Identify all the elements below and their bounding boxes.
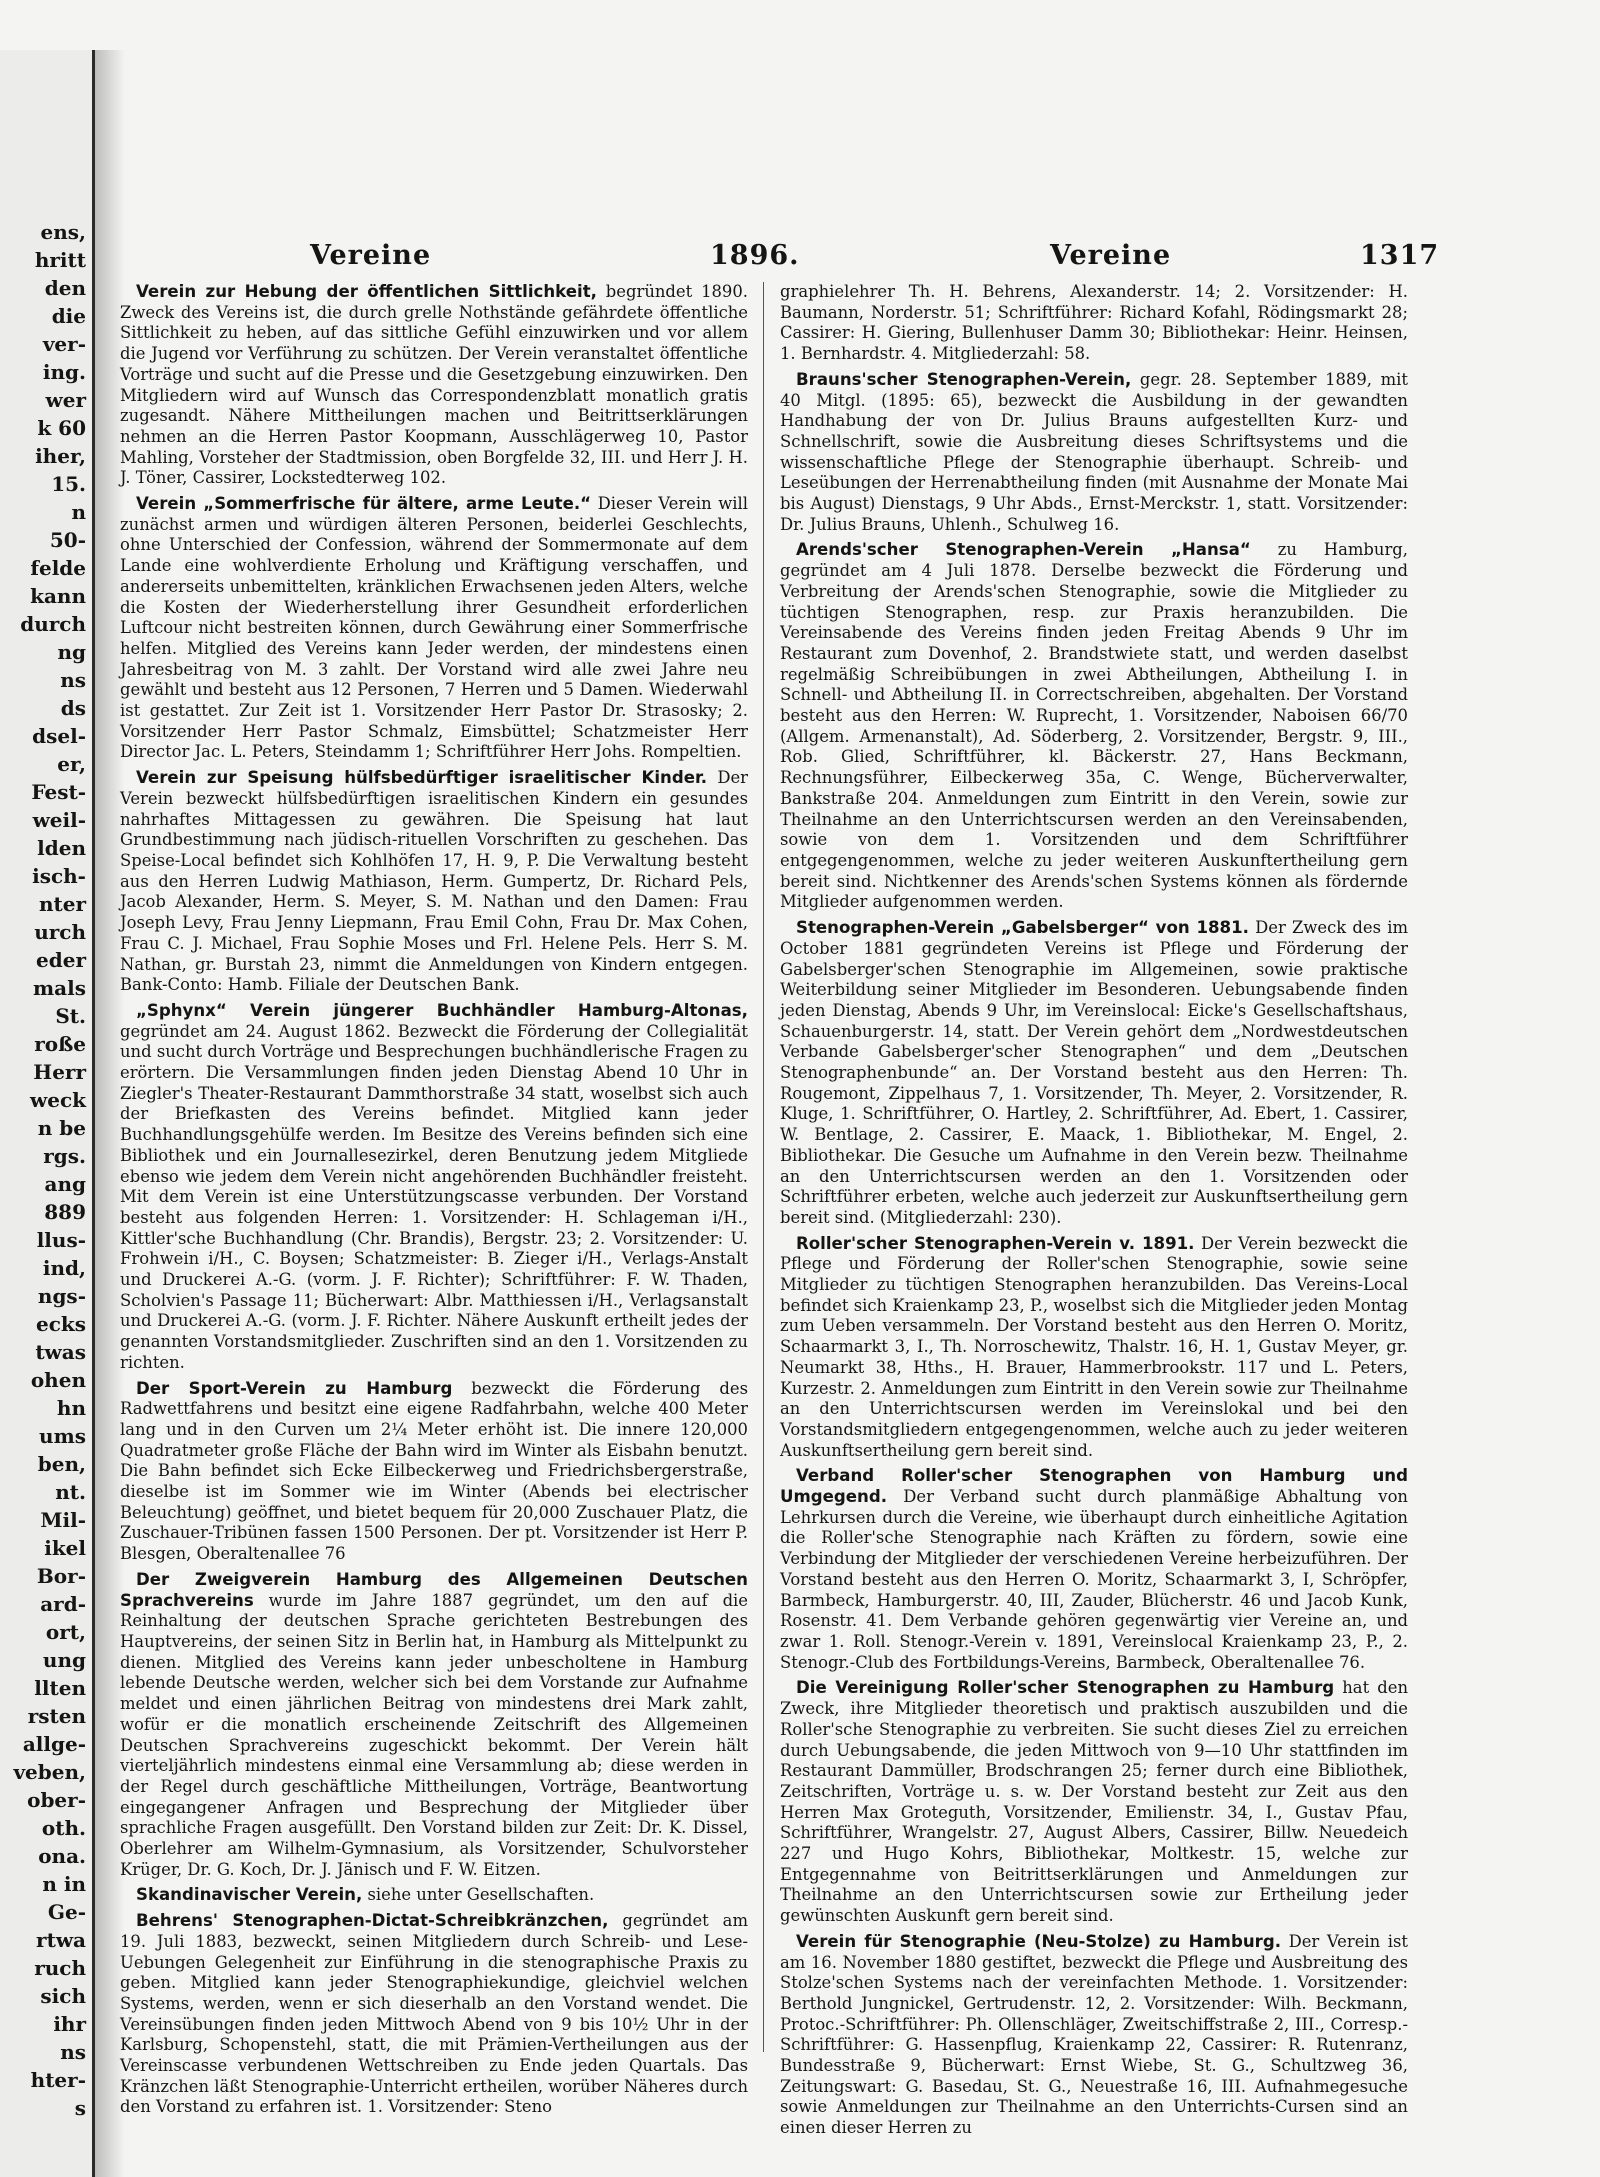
association-entry	[780, 1932, 1408, 2139]
previous-page-fragment: kann	[30, 584, 86, 608]
previous-page-fragment: ns	[60, 2040, 86, 2064]
previous-page-fragment: weck	[30, 1088, 86, 1112]
previous-page-fragment: ums	[39, 1424, 86, 1448]
previous-page-fragment: dsel-	[32, 724, 86, 748]
previous-page-fragment: llus-	[36, 1228, 86, 1252]
previous-page-fragment: ds	[60, 696, 86, 720]
association-entry	[780, 918, 1408, 1229]
entry-title: Brauns'scher Stenographen-Verein,	[796, 369, 1132, 389]
previous-page-fragment: allge-	[22, 1732, 86, 1756]
previous-page-fragment: hter-	[30, 2068, 86, 2092]
entry-title: Skandinavischer Verein,	[136, 1885, 363, 1905]
previous-page-fragment: 889	[44, 1200, 86, 1224]
entry-title: Behrens' Stenographen-Dictat-Schreibkränzchen,	[136, 1911, 609, 1931]
header-left-title: Vereine	[310, 240, 432, 271]
previous-page-fragment: Ge-	[47, 1900, 86, 1924]
association-entry	[780, 282, 1408, 365]
entry-text: gegründet am 19. Juli 1883, bezweckt, seinen Mitgliedern durch Schreib- und Lese-Uebungen Gelegenheit zur Einführung in die stenographische Praxis zu geben. Mitglied kann jeder Stenographiekundige, gleichviel welchen Systems, werden, wenn er sich dieserhalb an den Vorstand wendet. Die Vereinsübungen finden jeden Mittwoch Abend von 9 bis 10½ Uhr in der Karlsburg, Schopenstehl, statt, die mit Prämien-Vertheilungen aus der Vereinscasse verbundenen Wettschreiben zu Ende jeden Quartals. Das Kränzchen läßt Stenographie-Unterricht ertheilen, worüber Näheres durch den Vorstand zu erfahren ist. 1. Vorsitzender: Steno	[120, 1911, 748, 2117]
previous-page-fragment: isch-	[32, 864, 86, 888]
entry-title: Der Sport-Verein zu Hamburg	[136, 1378, 453, 1398]
entry-text: wurde im Jahre 1887 gegründet, um den auf die Reinhaltung der deutschen Sprache gerichteten Bestrebungen des Hauptvereins, der seinen Sitz in Berlin hat, in Hamburg als Mittelpunkt zu dienen. Mitglied des Vereins kann jeder unbescholtene in Hamburg lebende Deutsche werden, welcher sich bei dem Vorstande zur Aufnahme meldet und einen jährlichen Beitrag von mindestens drei Mark zahlt, wofür er die monatlich erscheinende Zeitschrift des Allgemeinen Deutschen Sprachvereins zugeschickt bekommt. Der Verein hält vierteljährlich mindestens einmal eine Versammlung ab; diese werden in der Regel durch geschäftliche Mittheilungen, Vorträge, Beantwortung eingegangener Anfragen und Besprechung der Mitglieder über sprachliche Fragen ausgefüllt. Den Vorstand bilden zur Zeit: Dr. K. Dissel, Oberlehrer am Wilhelm-Gymnasium, als Vorsitzender, Schulvorsteher Krüger, Dr. G. Koch, Dr. J. Jänisch und F. W. Eitzen.	[120, 1590, 748, 1879]
previous-page-fragment: ard-	[40, 1592, 86, 1616]
previous-page-fragment: urch	[34, 920, 86, 944]
previous-page-fragment: iher,	[35, 444, 86, 468]
previous-page-fragment: 15.	[51, 472, 86, 496]
previous-page-fragment: nt.	[55, 1480, 86, 1504]
entry-title: Stenographen-Verein „Gabelsberger“ von 1881.	[796, 918, 1249, 938]
previous-page-fragment: eder	[36, 948, 86, 972]
entry-title: Verein zur Hebung der öffentlichen Sittlichkeit,	[136, 282, 597, 301]
previous-page-fragment: roße	[34, 1032, 86, 1056]
previous-page-fragment: veben,	[13, 1760, 86, 1784]
previous-page-fragment: Fest-	[31, 780, 86, 804]
previous-page-fragment: ns	[60, 668, 86, 692]
previous-page-fragment: ver-	[42, 332, 86, 356]
entry-title: Verein zur Speisung hülfsbedürftiger israelitischer Kinder.	[136, 768, 708, 788]
entry-title: Die Vereinigung Roller'scher Stenographen zu Hamburg	[796, 1678, 1335, 1698]
previous-page-fragment: ort,	[45, 1620, 86, 1644]
association-entry	[780, 1234, 1408, 1462]
entry-title: Verein für Stenographie (Neu-Stolze) zu Hamburg.	[796, 1931, 1282, 1951]
previous-page-fragment: die	[51, 304, 86, 328]
left-column	[120, 282, 748, 2123]
entry-title: Roller'scher Stenographen-Verein v. 1891.	[796, 1233, 1195, 1253]
previous-page-fragment: durch	[20, 612, 86, 636]
entry-text: Der Verband sucht durch planmäßige Abhaltung von Lehrkursen durch die Vereine, wie überhaupt durch einheitliche Agitation die Roller'sche Stenographie nach Kräften zu fördern, sowie eine Verbindung der Mitglieder der verschiedenen Vereine herbeizuführen. Der Vorstand besteht aus den Herren O. Moritz, Schaarmarkt 3, I, Schröpfer, Barmbeck, Hamburgerstr. 40, III, Zauder, Blücherstr. 46 und Jacob Kunk, Rosenstr. 41. Dem Verbande gehören gegenwärtig vier Vereine an, und zwar 1. Roll. Stenogr.-Verein v. 1891, Vereinslocal Kraienkamp 23, P., 2. Stenogr.-Club des Fortbildungs-Vereins, Barmbeck, Oberaltenallee 76.	[780, 1487, 1408, 1672]
previous-page-fragment: ober-	[27, 1788, 86, 1812]
previous-page-fragment: ang	[44, 1172, 86, 1196]
previous-page-fragment: er,	[57, 752, 86, 776]
association-entry	[120, 1001, 748, 1374]
previous-page-fragment: ona.	[38, 1844, 86, 1868]
previous-page-fragment: hritt	[34, 248, 86, 272]
association-entry	[120, 1379, 748, 1565]
entry-text: gegr. 28. September 1889, mit 40 Mitgl. (1895: 65), bezweckt die Ausbildung in der gewandten Handhabung der von Dr. Julius Brauns aufgestellten Kurz- und Schnellschrift, sowie die Ausbreitung dieses Schriftsystems und die wissenschaftliche Pflege der Stenographie überhaupt. Schreib- und Leseübungen der Herrenabtheilung finden (mit Ausnahme der Monate Mai bis August) Dienstags, 9 Uhr Abds., Ernst-Merckstr. 1, statt. Vorsitzender: Dr. Julius Brauns, Uhlenh., Schulweg 16.	[780, 369, 1408, 534]
association-entry	[780, 1466, 1408, 1673]
association-entry	[120, 494, 748, 763]
previous-page-fragment: sich	[40, 1984, 86, 2008]
previous-page-fragment: llten	[34, 1676, 86, 1700]
entry-title: Arends'scher Stenographen-Verein „Hansa“	[796, 540, 1251, 560]
running-header	[120, 240, 1440, 276]
previous-page-fragment: ikel	[44, 1536, 86, 1560]
entry-text: siehe unter Gesellschaften.	[362, 1885, 595, 1905]
column-divider	[763, 282, 764, 2052]
previous-page-fragment: ung	[42, 1648, 86, 1672]
entry-text: Der Verein bezweckt die Pflege und Förderung der Roller'schen Stenographie, sowie seine Mitglieder zu tüchtigen Stenographen heranzubilden. Das Vereins-Local befindet sich Kraienkamp 23, P., woselbst sich die Mitglieder jeden Montag zum Ueben versammeln. Der Vorstand besteht aus den Herren O. Moritz, Schaarmarkt 3, I., Th. Norroschewitz, Thalstr. 16, H. 1, Gustav Meyer, gr. Neumarkt 38, Hths., H. Brauer, Hammerbrookstr. 117 und L. Peters, Kurzestr. 2. Anmeldungen zum Eintritt in den Verein sowie zur Theilnahme an den Unterrichtscursen werden im Vereinslokal und bei den Vorstandsmitgliedern entgegengenommen, welche auch zu jeder weiteren Auskunftsertheilung gern bereit sind.	[780, 1233, 1408, 1460]
entry-text: Dieser Verein will zunächst armen und würdigen älteren Personen, beiderlei Geschlechts, ohne Unterschied der Confession, während der Sommermonate auf dem Lande eine wohlverdiente Erholung und Kräftigung verschaffen, und andererseits unbemittelten, kränklichen Erwachsenen jeden Alters, welche die Kosten der Wiederherstellung ihrer Gesundheit erforderlichen Luftcour nicht bestreiten können, durch Gewährung einer Sommerfrische helfen. Mitglied des Vereins kann Jeder werden, der mindestens einen Jahresbeitrag von M. 3 zahlt. Der Vorstand wird alle zwei Jahre neu gewählt und besteht aus 12 Personen, 7 Herren und 5 Damen. Wiederwahl ist gestattet. Zur Zeit ist 1. Vorsitzender Herr Pastor Dr. Strasosky; 2. Vorsitzender Herr Pastor Schmalz, Eimsbüttel; Schatzmeister Herr Director Jac. L. Peters, Steindamm 1; Schriftführer Herr Johs. Rompeltien.	[120, 494, 749, 762]
previous-page-fragment: weil-	[32, 808, 86, 832]
entry-text: bezweckt die Förderung des Radwettfahrens und besitzt eine eigene Radfahrbahn, welche 400 Meter lang und in den Curven um 2¼ Meter erhöht ist. Die innere 120,000 Quadratmeter große Fläche der Bahn wird im Winter als Eisbahn benutzt. Die Bahn befindet sich Ecke Eilbeckerweg und Friedrichsbergerstraße, dieselbe ist im Sommer wie im Winter (Abends bei electrischer Beleuchtung) geöffnet, und bietet bequem für 20,000 Zuschauer Platz, die Zuschauer-Tribünen fassen 1500 Personen. Der pt. Vorsitzender ist Herr P. Blesgen, Oberaltenallee 76	[120, 1378, 749, 1564]
entry-text: Der Verein bezweckt hülfsbedürftigen israelitischen Kindern ein gesundes nahrhaftes Mittagessen zu gewähren. Die Speisung hat laut Grundbestimmung nach jüdisch-rituellen Vorschriften zu geschehen. Das Speise-Local befindet sich Kohlhöfen 17, H. 9, P. Die Verwaltung besteht aus den Herren Ludwig Mathiason, Herm. Gumpertz, Dr. Richard Pels, Jacob Alexander, Herm. S. Meyer, S. M. Nathan und den Damen: Frau Joseph Levy, Frau Jenny Liepmann, Frau Emil Cohn, Frau Dr. Max Cohen, Frau C. J. Michael, Frau Sophie Moses und Frl. Helene Pels. Herr S. M. Nathan, gr. Burstah 23, nimmt die Anmeldungen von Kindern entgegen. Bank-Conto: Hamb. Filiale der Deutschen Bank.	[120, 768, 749, 995]
previous-page-fragment: ohen	[30, 1368, 86, 1392]
previous-page-fragment: mals	[33, 976, 86, 1000]
previous-page-fragment: ecks	[35, 1312, 86, 1336]
page-number: 1317	[1360, 240, 1440, 271]
previous-page-fragment: oth.	[41, 1816, 86, 1840]
previous-page-fragment: ruch	[34, 1956, 86, 1980]
previous-page-fragment: ihr	[53, 2012, 86, 2036]
previous-page-fragment: Herr	[33, 1060, 86, 1084]
previous-page-fragment: rgs.	[43, 1144, 86, 1168]
previous-page-fragment: ng	[57, 640, 86, 664]
previous-page-fragment: rtwa	[36, 1928, 86, 1952]
previous-page-fragment: Bor-	[36, 1564, 86, 1588]
association-entry	[780, 370, 1408, 536]
header-year: 1896.	[710, 240, 800, 271]
entry-text: zu Hamburg, gegründet am 4 Juli 1878. Derselbe bezweckt die Förderung und Verbreitung der Arends'schen Stenographie, sowie die Mitglieder zu tüchtigen Stenographen, resp. zur Praxis heranzubilden. Die Vereinsabende des Vereins finden jeden Freitag Abends 9 Uhr im Restaurant zum Dovenhof, 2. Brandstwiete statt, und werden daselbst regelmäßig Schreibübungen in zwei Abtheilungen, Abtheilung I. in Schnell- und Abtheilung II. in Correctschreiben, abgehalten. Der Vorstand besteht aus den Herren: W. Ruprecht, 1. Vorsitzender, Naboisen 66/70 (Allgem. Armenanstalt), Ad. Söderberg, 2. Vorsitzender, Bergstr. 9, III., Rob. Glied, Schriftführer, kl. Bäckerstr. 27, Hans Beckmann, Rechnungsführer, Eilbeckerweg 35a, C. Wenge, Bücherverwalter, Bankstraße 204. Anmeldungen zum Eintritt in den Verein, sowie zur Theilnahme an den Unterrichtscursen werden an den Vereinsabenden, sowie von dem 1. Vorsitzenden und dem Schriftführer entgegengenommen, welche zu jeder weiteren Auskunftertheilung gern bereit sind. Nichtkenner des Arends'schen Systems können als fördernde Mitglieder aufgenommen werden.	[780, 540, 1408, 912]
association-entry	[780, 540, 1408, 913]
previous-page-fragment: felde	[30, 556, 86, 580]
previous-page-fragment: St.	[55, 1004, 86, 1028]
previous-page-fragment: ngs-	[37, 1284, 86, 1308]
previous-page-fragment: lden	[37, 836, 86, 860]
previous-page-fragment: n be	[37, 1116, 86, 1140]
previous-page-fragment: ind,	[42, 1256, 86, 1280]
entry-text: begründet 1890. Zweck des Vereins ist, die durch grelle Nothstände gefährdete öffentliche Sittlichkeit zu heben, auf das sittliche Gefühl einzuwirken und vor allem die Jugend vor Verführung zu schützen. Der Verein veranstaltet öffentliche Vorträge und sucht auf die Presse und die Gesetzgebung einzuwirken. Den Mitgliedern wird auf Wunsch das Correspondenzblatt monatlich gratis zugesandt. Nähere Mittheilungen machen und Beitrittserklärungen nehmen an die Herren Pastor Koopmann, Ausschlägerweg 10, Pastor Mahling, Vorsteher der Stadtmission, oben Borgfelde 32, III. und Herr J. H. J. Töner, Cassirer, Lockstedterweg 102.	[120, 282, 748, 488]
previous-page-fragment: hn	[56, 1396, 86, 1420]
previous-page-fragment: n in	[42, 1872, 86, 1896]
previous-page-fragment: s	[74, 2096, 86, 2120]
entry-text: gegründet am 24. August 1862. Bezweckt die Förderung der Collegialität und sucht durch Vorträge und Besprechungen buchhändlerische Fragen zu erörtern. Die Versammlungen finden jeden Dienstag Abend 10 Uhr in Ziegler's Theater-Restaurant Dammthorstraße 34 statt, woselbst sich auch der Briefkasten des Vereins befindet. Mitglied kann jeder Buchhandlungsgehülfe werden. Im Besitze des Vereins befinden sich eine Bibliothek und ein Journallesezirkel, deren Benutzung jedem Mitgliede ebenso wie jedem dem Verein nicht angehörenden Buchhändler freisteht. Mit dem Verein ist eine Unterstützungscasse verbunden. Der Vorstand besteht aus folgenden Herren: 1. Vorsitzender: H. Schlageman i/H., Kittler'sche Buchhandlung (Chr. Brandis), Bergstr. 23; 2. Vorsitzender: U. Frohwein i/H., C. Boysen; Schatzmeister: B. Zieger i/H., Verlags-Anstalt und Druckerei A.-G. (vorm. J. F. Richter); Schriftführer: F. W. Thaden, Scholvien's Passage 11; Bücherwart: Albr. Matthiessen i/H., Verlagsanstalt und Druckerei A.-G. (vorm. J. F. Richter. Nähere Auskunft ertheilt jedes der genannten Vorstandsmitglieder. Zuschriften sind an den 1. Vorsitzenden zu richten.	[120, 1021, 748, 1372]
previous-page-fragment: twas	[35, 1340, 86, 1364]
entry-title: Verband Roller'scher Stenographen von Hamburg und Umgegend.	[780, 1466, 1408, 1507]
previous-page-fragment: ben,	[37, 1452, 86, 1476]
previous-page-fragment: nter	[38, 892, 86, 916]
entry-text: Der Verein ist am 16. November 1880 gestiftet, bezweckt die Pflege und Ausbreitung des Stolze'schen Systems nach der vereinfachten Methode. 1. Vorsitzender: Berthold Jungnickel, Gertrudenstr. 12, 2. Vorsitzender: Wilh. Beckmann, Protoc.-Schriftführer: Ph. Ollenschläger, Zweitschiffstraße 2, III., Corresp.-Schriftführer: G. Hassenpflug, Kraienkamp 22, Cassirer: R. Rutenranz, Bundesstraße 9, Bücherwart: Ernst Wiebe, St. G., Schultzweg 36, Zeitungswart: G. Basedau, St. G., Neuestraße 16, III. Aufnahmegesuche sowie Anmeldungen zur Theilnahme an den Unterrichts-Cursen sind an einen dieser Herren zu	[780, 1931, 1408, 2138]
association-entry	[120, 282, 748, 489]
previous-page-fragment: k 60	[37, 416, 86, 440]
entry-title: „Sphynx“ Verein jüngerer Buchhändler Hamburg-Altonas,	[136, 1000, 748, 1020]
previous-page-fragment: ens,	[40, 220, 86, 244]
previous-page-edge	[0, 50, 95, 2177]
previous-page-fragment: den	[44, 276, 86, 300]
document-page	[120, 160, 1440, 2160]
association-entry	[780, 1678, 1408, 1926]
previous-page-fragment: wer	[45, 388, 86, 412]
previous-page-fragment: n	[71, 500, 86, 524]
association-entry	[120, 1911, 748, 2118]
association-entry	[120, 1570, 748, 1881]
association-entry	[120, 768, 748, 996]
previous-page-fragment: ing.	[42, 360, 86, 384]
entry-text: hat den Zweck, ihre Mitglieder theoretisch und praktisch auszubilden und die Roller'sche Stenographie zu verbreiten. Sie sucht dieses Ziel zu erreichen durch Uebungsabende, die jeden Mittwoch von 9—10 Uhr stattfinden im Restaurant Dammüller, Brodschrangen 25; ferner durch eine Bibliothek, Zeitschriften, Vorträge u. s. w. Der Vorstand besteht zur Zeit aus den Herren Max Groteguth, Vorsitzender, Emilienstr. 34, I., Gustav Pfau, Schriftführer, Wrangelstr. 27, August Albers, Cassirer, Billw. Neuedeich 227 und Hugo Kohrs, Bibliothekar, Moltkestr. 15, welche zur Entgegennahme von Beitrittserklärungen und Anmeldungen zur Theilnahme an den Unterrichtscursen sowie zur Ertheilung jeder gewünschten Auskunft gern bereit sind.	[780, 1678, 1408, 1926]
previous-page-fragment: Mil-	[40, 1508, 86, 1532]
entry-text: graphielehrer Th. H. Behrens, Alexanderstr. 14; 2. Vorsitzender: H. Baumann, Norderstr. 51; Schriftführer: Richard Kofahl, Rödingsmarkt 28; Cassirer: H. Giering, Bullenhuser Damm 30; Bibliothekar: Heinr. Heinsen, 1. Bernhardstr. 4. Mitgliederzahl: 58.	[780, 282, 1408, 364]
previous-page-fragment: 50-	[49, 528, 86, 552]
header-right-title: Vereine	[1050, 240, 1172, 271]
entry-title: Der Zweigverein Hamburg des Allgemeinen Deutschen Sprachvereins	[120, 1569, 748, 1610]
entry-title: Verein „Sommerfrische für ältere, arme Leute.“	[136, 494, 592, 514]
association-entry	[120, 1885, 748, 1906]
right-column	[780, 282, 1408, 2144]
entry-text: Der Zweck des im October 1881 gegründeten Vereins ist Pflege und Förderung der Gabelsberger'schen Stenographie im Allgemeinen, sowie praktische Weiterbildung seiner Mitglieder im Besonderen. Uebungsabende finden jeden Dienstag, Abends 9 Uhr, im Vereinslocal: Eicke's Gesellschaftshaus, Schauenburgerstr. 14, statt. Der Verein gehört dem „Nordwestdeutschen Verbande Gabelsberger'scher Stenographen“ und dem „Deutschen Stenographenbunde“ an. Der Vorstand besteht aus den Herren: Th. Rougemont, Zippelhaus 7, 1. Vorsitzender, Th. Meyer, 2. Vorsitzender, R. Kluge, 1. Schriftführer, O. Hartley, 2. Schriftführer, Ad. Ebert, 1. Cassirer, W. Bentlage, 2. Cassirer, E. Maack, 1. Bibliothekar, M. Engel, 2. Bibliothekar. Die Gesuche um Aufnahme in den Verein bezw. Theilnahme an den Unterrichtscursen werden an den 1. Vorsitzenden oder Schriftführer erbeten, welche auch jederzeit zur Auskunftsertheilung gern bereit sind. (Mitgliederzahl: 230).	[780, 918, 1409, 1227]
previous-page-fragment: rsten	[27, 1704, 86, 1728]
